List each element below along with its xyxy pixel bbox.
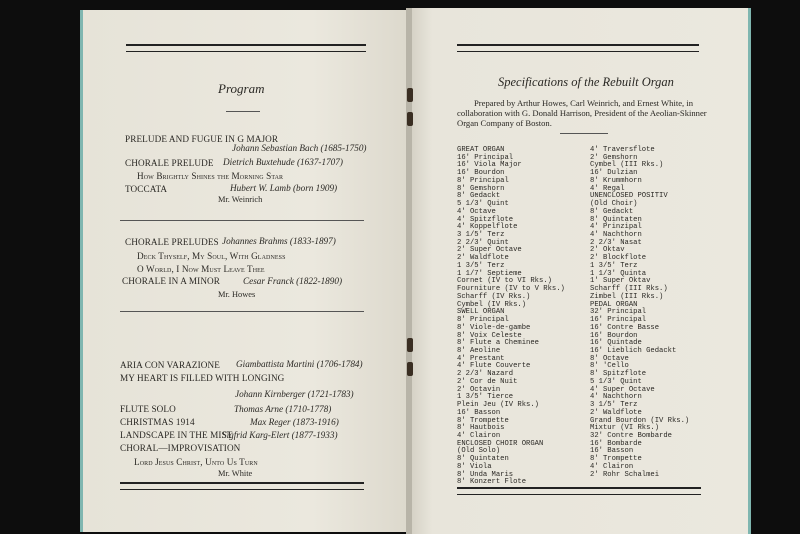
stop-list-entry: 4' Spitzflote (457, 215, 514, 224)
stop-list-entry: 2 2/3' Quint (457, 238, 509, 247)
stop-list-entry: 3 1/5' Terz (590, 401, 638, 410)
top-double-rule (457, 44, 699, 52)
stop-list-entry: 2 2/3' Nazard (457, 370, 514, 379)
stop-list-entry: SWELL ORGAN (457, 308, 505, 317)
program-piece: CHORALE PRELUDE (125, 158, 214, 168)
program-composer: Sigfrid Karg-Elert (1877-1933) (222, 430, 338, 440)
stop-list-entry: 4' Clairon (590, 462, 634, 471)
stop-list-entry: Scharff (III Rks.) (590, 285, 668, 294)
stop-list-entry: 16' Lieblich Gedackt (590, 346, 677, 355)
stop-list-entry: 1 1/3' Quinta (590, 269, 647, 278)
stop-list-entry: 8' Viole-de-gambe (457, 323, 531, 332)
stop-list-entry: 16' Bombarde (590, 439, 642, 448)
intro-short-rule (560, 133, 608, 134)
binding-stitch (407, 88, 413, 102)
stop-list-entry: 16' Basson (590, 447, 634, 456)
performer: Mr. Howes (218, 290, 256, 299)
program-composer: Dietrich Buxtehude (1637-1707) (223, 157, 343, 167)
stop-list-entry: 4' Flute Couverte (457, 362, 531, 371)
stop-list-entry: 4' Prinzipal (590, 223, 642, 232)
bottom-double-rule (120, 482, 364, 490)
program-subtitle: Deck Thyself, My Soul, With Gladness (137, 251, 286, 261)
program-composer: Max Reger (1873-1916) (250, 417, 339, 427)
stop-list-entry: 1 3/5' Terz (590, 261, 638, 270)
program-subtitle: Lord Jesus Christ, Unto Us Turn (134, 457, 258, 467)
performer: Mr. Weinrich (218, 195, 263, 204)
stop-list-entry: 8' Spitzflote (590, 370, 647, 379)
stop-list-entry: (Old Solo) (457, 447, 501, 456)
program-composer: Johann Kirnberger (1721-1783) (235, 389, 354, 399)
stop-list-entry: 8' Gedackt (457, 192, 501, 201)
program-piece: FLUTE SOLO (120, 404, 176, 414)
stop-list-entry: 16' Bourdon (457, 169, 505, 178)
spec-intro-line: Prepared by Arthur Howes, Carl Weinrich, and Ernest White, in (474, 98, 694, 108)
stop-list-entry: 8' Octave (590, 354, 629, 363)
stop-list-entry: 16' Bourdon (590, 331, 638, 340)
program-piece: ARIA CON VARAZIONE (120, 360, 220, 370)
stop-list-entry: Scharff (IV Rks.) (457, 292, 531, 301)
stop-list-entry: 16' Quintade (590, 339, 642, 348)
stop-list-entry: 2' Rohr Schalmei (590, 470, 660, 479)
stop-list-entry: 2' Oktav (590, 246, 625, 255)
binding-stitch (407, 338, 413, 352)
program-piece: TOCCATA (125, 184, 168, 194)
stop-list-entry: 2' Octavin (457, 385, 501, 394)
stop-list-entry: 8' Principal (457, 316, 509, 325)
program-piece: CHORALE IN A MINOR (122, 276, 221, 286)
stop-list-entry: 8' Konzert Flote (457, 478, 527, 487)
stop-list-entry: 4' Koppelflote (457, 223, 518, 232)
spec-intro-line: Organ Company of Boston. (457, 118, 552, 128)
stop-list-entry: 8' Trompette (457, 416, 509, 425)
stop-list-entry: (Old Choir) (590, 200, 638, 209)
stop-list-entry: 16' Viola Major (457, 161, 522, 170)
program-piece: LANDSCAPE IN THE MIST (120, 430, 233, 440)
stop-list-entry: Cymbel (IV Rks.) (457, 300, 527, 309)
spec-title: Specifications of the Rebuilt Organ (498, 75, 674, 89)
stop-list-entry: 2' Waldflote (590, 408, 642, 417)
stop-list-entry: 8' Principal (457, 176, 509, 185)
program-subtitle: How Brightly Shines the Morning Star (137, 171, 284, 181)
stop-list-entry: Cymbel (III Rks.) (590, 161, 664, 170)
stop-list-entry: 16' Principal (590, 316, 647, 325)
stop-list-entry: 8' Voix Celeste (457, 331, 522, 340)
stop-list-entry: 4' Nachthorn (590, 231, 642, 240)
binding-stitch (407, 112, 413, 126)
stop-list-entry: Fourniture (IV to V Rks.) (457, 285, 565, 294)
program-piece: CHRISTMAS 1914 (120, 417, 195, 427)
stop-list-entry: 2' Super Octave (457, 246, 522, 255)
program-title: Program (218, 81, 265, 96)
program-composer: Thomas Arne (1710-1778) (234, 404, 332, 414)
stop-list-entry: 2' Blockflote (590, 254, 647, 263)
stop-list-entry: 1 3/5' Tierce (457, 393, 514, 402)
program-piece: CHORAL—IMPROVISATION (120, 443, 241, 453)
stop-list-entry: 32' Contre Bombarde (590, 432, 672, 440)
program-subtitle: O World, I Now Must Leave Thee (137, 264, 265, 274)
stop-list-entry: UNENCLOSED POSITIV (590, 192, 668, 201)
stop-list-entry: Plein Jeu (IV Rks.) (457, 401, 539, 410)
binding-stitch (407, 362, 413, 376)
section-rule (120, 311, 364, 312)
stop-list-entry: 16' Dulzian (590, 169, 638, 178)
stop-list-entry: 8' Hautbois (457, 424, 505, 433)
stop-list-entry: 8' Quintaten (590, 215, 642, 224)
stop-list-entry: GREAT ORGAN (457, 146, 505, 154)
stop-list-entry: 4' Regal (590, 184, 625, 193)
program-composer: Johannes Brahms (1833-1897) (222, 236, 336, 246)
stop-list-entry: 4' Octave (457, 207, 496, 216)
stop-list-entry: 1' Super Oktav (590, 277, 651, 286)
program-composer: Hubert W. Lamb (born 1909) (230, 183, 338, 193)
stop-list-entry: 8' Gedackt (590, 207, 634, 216)
program-composer: Cesar Franck (1822-1890) (243, 276, 343, 286)
stop-list-entry: 8' Unda Maris (457, 470, 514, 479)
stop-list-entry: 2' Waldflote (457, 254, 509, 263)
stop-list-entry: 8' 'Cello (590, 362, 629, 371)
performer: Mr. White (218, 469, 253, 478)
stop-list-entry: 16' Contre Basse (590, 323, 660, 332)
stop-list-entry: 8' Viola (457, 462, 492, 471)
spec-intro-line: collaboration with G. Donald Harrison, President of the Aeolian-Skinner (457, 108, 707, 118)
stop-list-entry: 2' Cor de Nuit (457, 377, 518, 386)
stop-list-entry: 5 1/3' Quint (590, 377, 642, 386)
program-piece: CHORALE PRELUDES (125, 237, 219, 247)
stop-list-entry: Cornet (IV to VI Rks.) (457, 277, 552, 286)
stop-list-entry: 1 1/7' Septieme (457, 269, 522, 278)
stop-list-entry: ENCLOSED CHOIR ORGAN (457, 439, 544, 448)
stop-list-entry: 8' Gemshorn (457, 184, 505, 193)
title-short-rule (226, 111, 260, 112)
stop-list-entry: 3 1/5' Terz (457, 231, 505, 240)
section-rule (120, 220, 364, 221)
stop-list-entry: PEDAL ORGAN (590, 300, 638, 309)
stop-list-entry: 4' Super Octave (590, 385, 655, 394)
stop-list-entry: 8' Flute a Cheminee (457, 339, 539, 348)
stop-list-entry: 4' Nachthorn (590, 393, 642, 402)
stop-list-entry: 16' Principal (457, 153, 514, 162)
stop-list-entry: 1 3/5' Terz (457, 261, 505, 270)
stop-list-entry: 32' Principal (590, 308, 647, 317)
program-composer: Giambattista Martini (1706-1784) (236, 359, 363, 369)
stop-list-entry: 2 2/3' Nasat (590, 238, 642, 247)
stop-list-entry: 2' Gemshorn (590, 153, 638, 162)
stop-list-entry: 8' Quintaten (457, 455, 509, 464)
stop-list-entry: 16' Basson (457, 408, 501, 417)
stop-list-entry: 5 1/3' Quint (457, 200, 509, 209)
stop-list-entry: Mixtur (VI Rks.) (590, 424, 660, 433)
stop-list-entry: Grand Bourdon (IV Rks.) (590, 416, 690, 425)
stop-list-entry: Zimbel (III Rks.) (590, 292, 664, 301)
stop-list-entry: 8' Trompette (590, 455, 642, 464)
stop-list-entry: 4' Clairon (457, 432, 501, 440)
program-piece: PRELUDE AND FUGUE IN G MAJOR (125, 134, 279, 144)
stop-list-entry: 4' Prestant (457, 354, 505, 363)
stop-list-entry: 8' Aeoline (457, 346, 501, 355)
program-composer: Johann Sebastian Bach (1685-1750) (232, 143, 367, 153)
bottom-double-rule (457, 487, 701, 495)
stop-list-entry: 8' Krummhorn (590, 176, 642, 185)
program-piece: MY HEART IS FILLED WITH LONGING (120, 373, 285, 383)
top-double-rule (126, 44, 366, 52)
stop-list-entry: 4' Traversflote (590, 146, 655, 154)
